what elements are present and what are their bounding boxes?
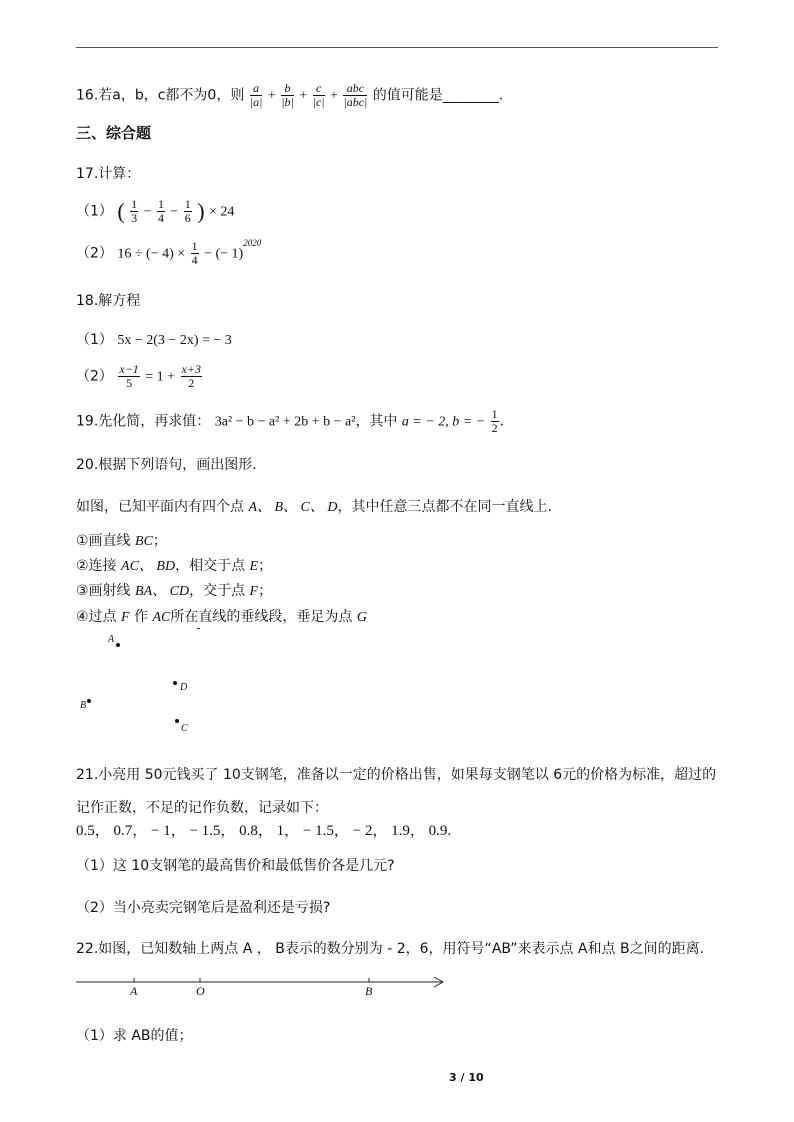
q16-fraction-4: $\frac{\text{abc}}{\text{|abc|}}$ [343, 81, 368, 109]
q21-part-1: （1）这 10支钢笔的最高售价和最低售价各是几元? [76, 858, 395, 874]
point-a [116, 643, 120, 647]
q17-frac-1: $\frac{1}{3}$ [131, 197, 138, 225]
axis-label-o: O [196, 984, 205, 998]
point-c-label: C [181, 723, 188, 734]
q18-part-2: （2） $\frac{x-1}{5}$ = 1 + $\frac{x+3}{2}$ [76, 362, 201, 390]
q20-step-2: ②连接 AC、 BD，相交于点 E； [76, 558, 273, 574]
q18-frac-1: $\frac{x-1}{5}$ [119, 362, 139, 390]
q16-fraction-1: $\frac{a}{|a|}$ [249, 81, 263, 109]
q17-frac-2: $\frac{1}{4}$ [157, 197, 164, 225]
q20-step-1: ①画直线 BC； [76, 533, 167, 549]
q20-title: 20.根据下列语句，画出图形. [76, 457, 257, 473]
point-d [173, 681, 177, 685]
q21-line-2: 记作正数，不足的记作负数，记录如下： [76, 800, 328, 816]
q19-frac: $\frac{1}{2}$ [491, 407, 498, 435]
point-b [87, 699, 91, 703]
axis-label-b: B [365, 984, 373, 998]
point-d-label: D [180, 682, 188, 693]
q17-frac-4: $\frac{1}{4}$ [191, 239, 198, 267]
q17-part-2: （2） 16 ÷ (− 4) × $\frac{1}{4}$ − (− 1)$^{2020}$ [76, 237, 262, 267]
q21-part-2: （2）当小亮卖完钢笔后是盈利还是亏损? [76, 900, 331, 916]
section-title: 三、综合题 [76, 124, 152, 142]
q21-line-1: 21.小亮用 50元钱买了 10支钢笔，准备以一定的价格出售，如果每支钢笔以 6元的价格为标准，超过的 [76, 767, 717, 783]
q18-part-1: （1） 5x − 2(3 − 2x) = − 3 [76, 332, 232, 348]
axis-label-a: A [130, 984, 138, 998]
q16-prefix: 16.若a，b，c都不为0，则 [76, 87, 245, 104]
q20-step-4: ④过点 F 作 AC所在直线的垂线段，垂足为点 G [76, 609, 367, 625]
question-19: 19.先化简，再求值： 3a² − b − a² + 2b + b − a²，其中 a = − 2, b = − $\frac{1}{2}$ . [76, 407, 505, 435]
header-rule [76, 47, 718, 48]
page-number: 3 / 10 [449, 1071, 484, 1084]
q17-title: 17.计算： [76, 166, 141, 182]
q17-frac-3: $\frac{1}{6}$ [184, 197, 191, 225]
q20-intro: 如图，已知平面内有四个点 A、 B、 C、 D，其中任意三点都不在同一直线上. [76, 499, 552, 515]
figure-mark [197, 628, 200, 629]
q17-part-1: （1） ( $\frac{1}{3}$ − $\frac{1}{4}$ − $\frac{1}{6}$ ) × 24 [76, 197, 235, 225]
q22-part-1: （1）求 AB的值； [76, 1028, 193, 1044]
q18-title: 18.解方程 [76, 293, 141, 309]
point-a-label: A [108, 634, 115, 645]
q18-frac-2: $\frac{x+3}{2}$ [181, 362, 201, 390]
point-b-label: B [80, 700, 87, 711]
q16-fraction-2: $\frac{b}{|b|}$ [281, 81, 294, 109]
q16-suffix: 的值可能是________. [372, 87, 504, 104]
q20-step-3: ③画射线 BA、 CD，交于点 F； [76, 583, 273, 599]
q16-fraction-3: $\frac{c}{|c|}$ [312, 81, 325, 109]
q22-line-1: 22.如图，已知数轴上两点 A ， B表示的数分别为 - 2，6，用符号“AB”来表示点 A和点 B之间的距离. [76, 941, 705, 957]
q21-records: 0.5， 0.7， − 1， − 1.5， 0.8， 1， − 1.5， − 2， 1.9， 0.9. [76, 823, 452, 839]
point-c [175, 719, 179, 723]
question-16: 16.若a，b，c都不为0，则 $\frac{a}{|a|}$ + $\frac{b}{|b|}$ + $\frac{c}{|c|}$ + $\frac{\text{abc}}{\text{|abc|}}$ 的值可能是________. [76, 81, 504, 109]
